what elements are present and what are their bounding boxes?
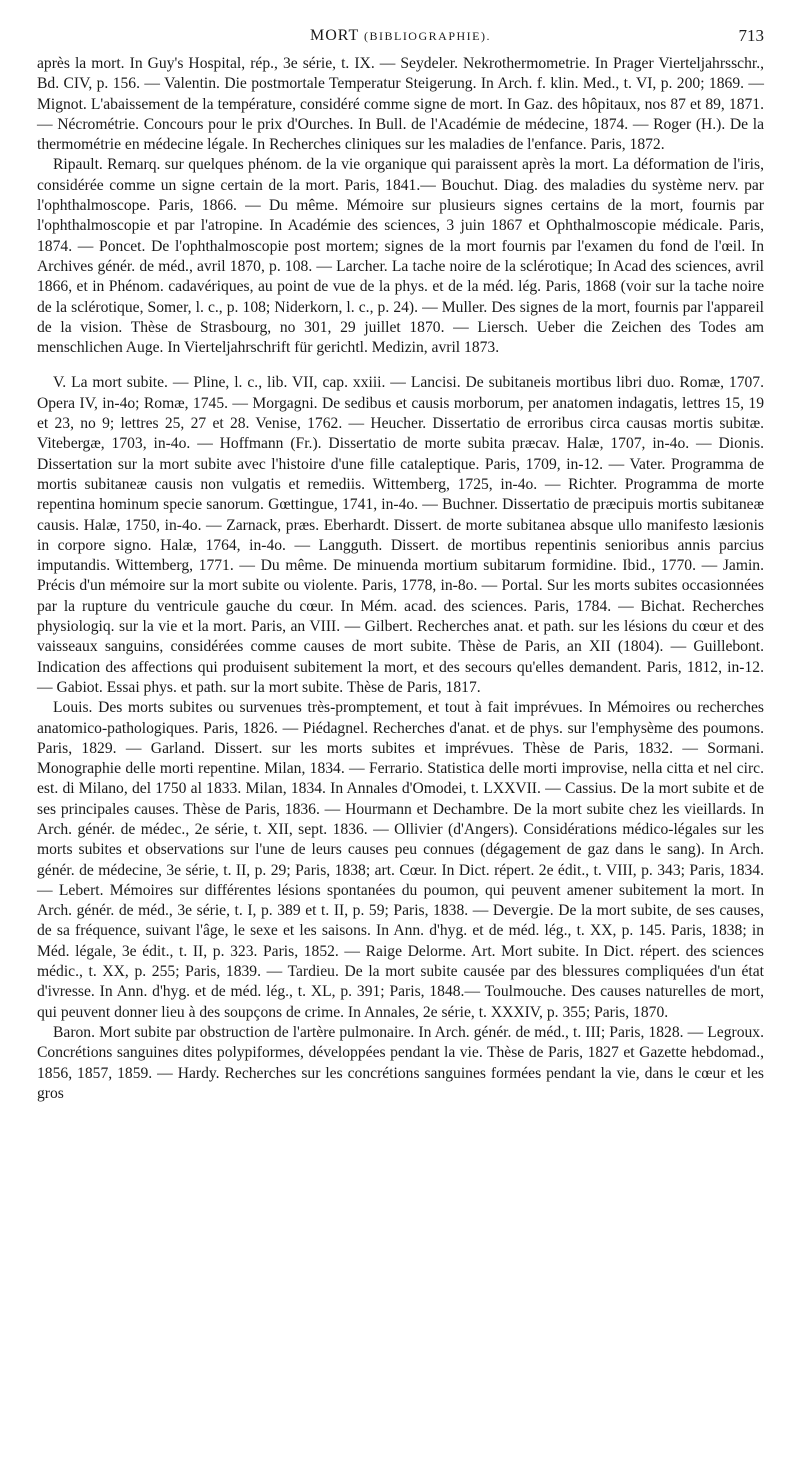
header-title (310, 26, 491, 46)
bibliography-paragraph: Louis. Des morts subites ou survenues très-promptement, et tout à fait imprévues. In Mémoires ou recherches anatomico-pathologiques. Paris, 1826. — Piédagnel. Recherches d'anat. et de phys. sur l'emphysème des poumons. Paris, 1829. — Garland. Dissert. sur les morts subites et imprévues. Thèse de Paris, 1832. — Sormani. Monographie delle morti repentine. Milan, 1834. — Ferrario. Statistica delle morti improvise, nella citta et nel circ. est. di Milano, del 1750 al 1833. Milan, 1834. In Annales d'Omodei, t. LXXVII. — Cassius. De la mort subite et de ses principales causes. Thèse de Paris, 1836. — Hourmann et Dechambre. De la mort subite chez les vieillards. In Arch. génér. de médec., 2e série, t. XII, sept. 1836. — Ollivier (d'Angers). Considérations médico-légales sur les morts subites et observations sur l'une de leurs causes peu connues (dégagement de gaz dans le sang). In Arch. génér. de médecine, 3e série, t. II, p. 29; Paris, 1838; art. Cœur. In Dict. répert. 2e édit., t. VIII, p. 343; Paris, 1834. — Lebert. Mémoires sur différentes lésions spontanées du poumon, qui peuvent amener subitement la mort. In Arch. génér. de méd., 3e série, t. I, p. 389 et t. II, p. 59; Paris, 1838. — Devergie. De la mort subite, de ses causes, de sa fréquence, suivant l'âge, le sexe et les saisons. In Ann. d'hyg. et de méd. lég., t. XX, p. 145. Paris, 1838; in Méd. légale, 3e édit., t. II, p. 323. Paris, 1852. — Raige Delorme. Art. Mort subite. In Dict. répert. des sciences médic., t. XX, p. 255; Paris, 1839. — Tardieu. De la mort subite causée par des blessures compliquées d'un état d'ivresse. In Ann. d'hyg. et de méd. lég., t. XL, p. 391; Paris, 1848.— Toulmouche. Des causes naturelles de mort, qui peuvent donner lieu à des soupçons de crime. In Annales, 2e série, t. XXXIV, p. 355; Paris, 1870. (37, 699, 764, 1021)
section-gap (37, 358, 764, 373)
page-number: 713 (738, 26, 764, 45)
section-heading-paragraph: V. La mort subite. — Pline, l. c., lib. VII, cap. xxiii. — Lancisi. De subitaneis mortibus libri duo. Romæ, 1707. Opera IV, in-4o; Romæ, 1745. — Morgagni. De sedibus et causis morborum, per anatomen indagatis, lettres 15, 19 et 23, no 9; lettres 25, 27 et 28. Venise, 1762. — Heucher. Dissertatio de erroribus circa causas mortis subitæ. Vitebergæ, 1703, in-4o. — Hoffmann (Fr.). Dissertatio de morte subita præcav. Halæ, 1707, in-4o. — Dionis. Dissertation sur la mort subite avec l'histoire d'une fille cataleptique. Paris, 1709, in-12. — Vater. Programma de mortis subitaneæ causis non vulgatis et remediis. Wittemberg, 1725, in-4o. — Richter. Programma de morte repentina hominum specie sanorum. Gœttingue, 1741, in-4o. — Buchner. Dissertatio de præcipuis mortis subitaneæ causis. Halæ, 1750, in-4o. — Zarnack, præs. Eberhardt. Dissert. de morte subitanea absque ullo manifesto læsionis in corpore signo. Halæ, 1764, in-4o. — Langguth. Dissert. de mortibus repentinis senioribus annis parcius imputandis. Wittemberg, 1771. — Du même. De minuenda mortium subitarum formidine. Ibid., 1770. — Jamin. Précis d'un mémoire sur la mort subite ou violente. Paris, 1778, in-8o. — Portal. Sur les morts subites occasionnées par la rupture du ventricule gauche du cœur. In Mém. acad. des sciences. Paris, 1784. — Bichat. Recherches physiologiq. sur la vie et la mort. Paris, an VIII. — Gilbert. Recherches anat. et path. sur les lésions du cœur et des vaisseaux sanguins, considérées comme causes de mort subite. Thèse de Paris, an XII (1804). — Guillebont. Indication des affections qui produisent subitement la mort, et des secours qu'elles demandent. Paris, 1812, in-12. — Gabiot. Essai phys. et path. sur la mort subite. Thèse de Paris, 1817. (37, 374, 764, 696)
bibliography-paragraph: Ripault. Remarq. sur quelques phénom. de la vie organique qui paraissent après la mort. La déformation de l'iris, considérée comme un signe certain de la mort. Paris, 1841.— Bouchut. Diag. des maladies du système nerv. par l'ophthalmoscope. Paris, 1866. — Du même. Mémoire sur plusieurs signes certains de la mort, fournis par l'ophthalmoscopie et par l'atropine. In Académie des sciences, 3 juin 1867 et Ophthalmoscopie médicale. Paris, 1874. — Poncet. De l'ophthalmoscopie post mortem; signes de la mort fournis par l'examen du fond de l'œil. In Archives génér. de méd., avril 1870, p. 108. — Larcher. La tache noire de la sclérotique; In Acad des sciences, avril 1866, et in Phénom. cadavériques, au point de vue de la phys. et de la méd. lég. Paris, 1868 (voir sur la tache noire de la sclérotique, Somer, l. c., p. 108; Niderkorn, l. c., p. 24). — Muller. Des signes de la mort, fournis par l'appareil de la vision. Thèse de Strasbourg, no 301, 29 juillet 1870. — Liersch. Ueber die Zeichen des Todes am menschlichen Auge. In Vierteljahrschrift für gerichtl. Medizin, avril 1873. (37, 156, 764, 357)
running-header (37, 26, 764, 50)
bibliography-paragraph: après la mort. In Guy's Hospital, rép., 3e série, t. IX. — Seydeler. Nekrothermometrie. In Prager Vierteljahrsschr., Bd. CIV, p. 156. — Valentin. Die postmortale Temperatur Steigerung. In Arch. f. klin. Med., t. VI, p. 200; 1869. — Mignot. L'abaissement de la température, considéré comme signe de mort. In Gaz. des hôpitaux, nos 87 et 89, 1871. — Nécrométrie. Concours pour le prix d'Ourches. In Bull. de l'Académie de médecine, 1874. — Roger (H.). De la thermométrie en médecine légale. In Recherches cliniques sur les maladies de l'enfance. Paris, 1872. (37, 55, 764, 154)
header-title-word: MORT (310, 27, 359, 44)
header-title-subtitle: (BIBLIOGRAPHIE). (363, 29, 491, 43)
bibliography-paragraph: Baron. Mort subite par obstruction de l'artère pulmonaire. In Arch. génér. de méd., t. III; Paris, 1828. — Legroux. Concrétions sanguines dites polypiformes, développées pendant la vie. Thèse de Paris, 1827 et Gazette hebdomad., 1856, 1857, 1859. — Hardy. Recherches sur les concrétions sanguines formées pendant la vie, dans le cœur et les gros (37, 1023, 764, 1102)
